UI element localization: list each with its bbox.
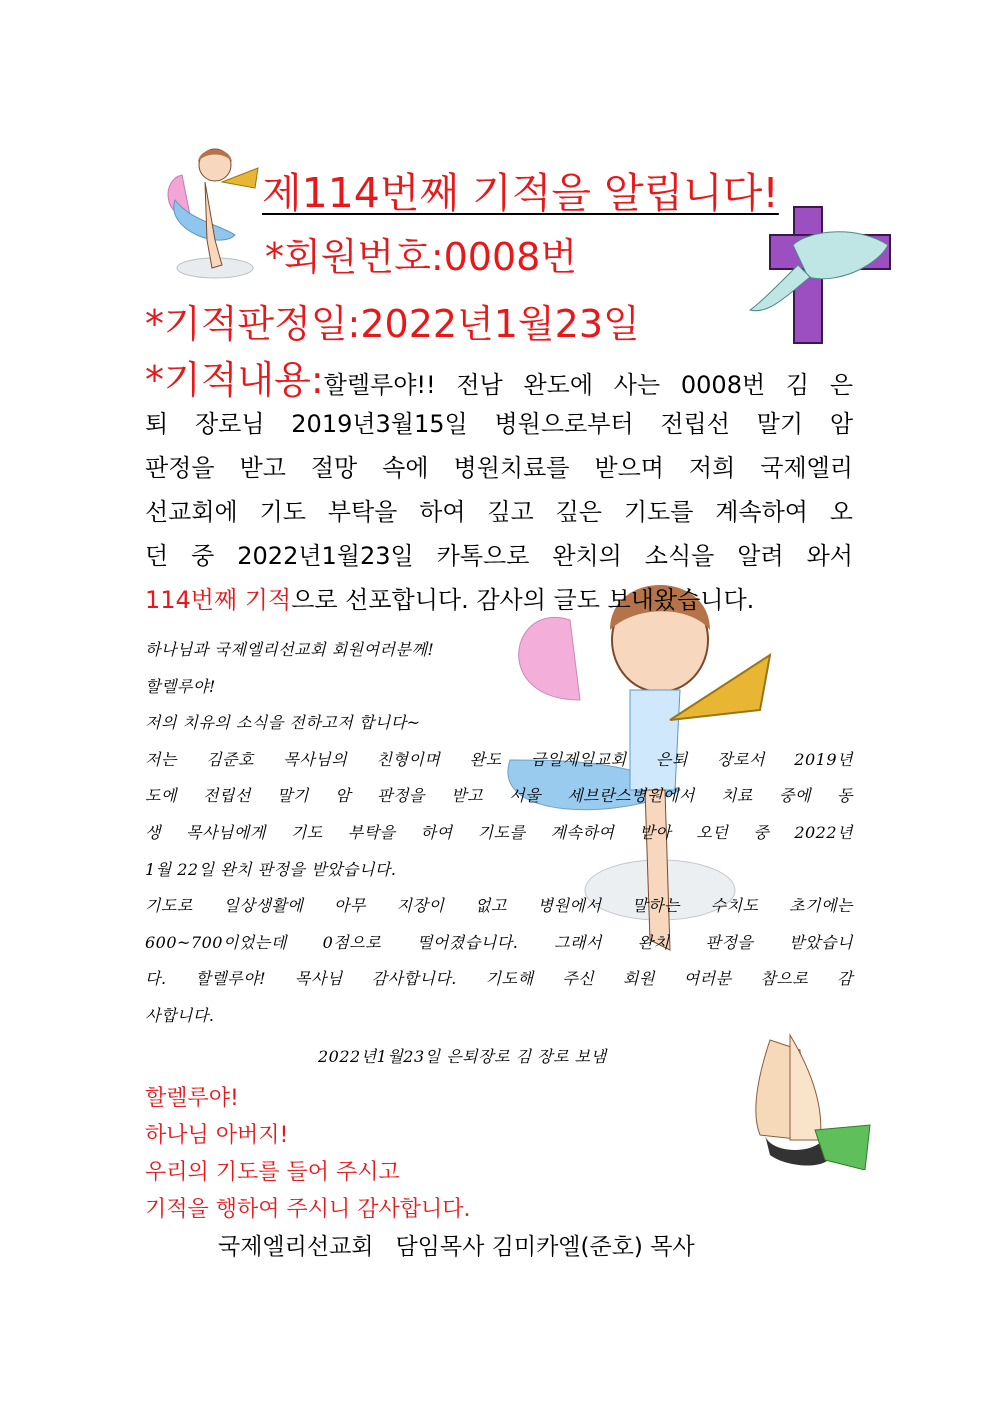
letter-line: 1월 22일 완치 판정을 받았습니다. [145, 859, 397, 879]
letter-line: 도에 전립선 말기 암 판정을 받고 서울 세브란스병원에서 치료 중에 동 [145, 786, 853, 806]
testimony-letter [145, 632, 853, 1035]
letter-line: 하나님과 국제엘리선교회 회원여러분께! [145, 640, 435, 659]
praying-hands-icon [730, 1030, 875, 1170]
prayer-line: 할렐루야! [145, 1086, 239, 1111]
content-first-line: *기적내용:할렐루야!! 전남 완도에 사는 0008번 김 은 [145, 358, 853, 402]
content-line: 던 중 2022년1월23일 카톡으로 완치의 소식을 알려 와서 [145, 542, 853, 570]
content-line: 판정을 받고 절망 속에 병원치료를 받으며 저희 국제엘리 [145, 454, 853, 482]
page-title: 제114번째 기적을 알립니다! [262, 169, 779, 217]
prayer-line: 하나님 아버지! [145, 1123, 289, 1148]
angel-trumpet-icon [160, 140, 260, 280]
content-label: *기적내용: [145, 358, 324, 402]
prayer-line: 기적을 행하여 주시니 감사합니다. [145, 1197, 471, 1222]
content-last-line: 114번째 기적으로 선포합니다. 감사의 글도 보내왔습니다. [145, 586, 755, 614]
letter-line: 저의 치유의 소식을 전하고저 합니다~ [145, 713, 421, 733]
letter-signature: 2022년1월23일 은퇴장로 김 장로 보냄 [318, 1047, 607, 1066]
member-number: *회원번호:0008번 [265, 235, 578, 279]
letter-line: 사합니다. [145, 1005, 215, 1025]
content-line: 선교회에 기도 부탁을 하여 깊고 깊은 기도를 계속하여 오 [145, 498, 853, 526]
miracle-content [145, 358, 853, 622]
letter-line: 저는 김준호 목사님의 친형이며 완도 금일제일교회 은퇴 장로서 2019년 [145, 749, 853, 769]
letter-line: 600~700이었는데 0점으로 떨어졌습니다. 그래서 완치 판정을 받았습니 [145, 932, 853, 952]
church-signature: 국제엘리선교회 담임목사 김미카엘(준호) 목사 [218, 1234, 695, 1260]
letter-line: 할렐루야! [145, 676, 216, 696]
letter-line: 기도로 일상생활에 아무 지장이 없고 병원에서 말하는 수치도 초기에는 [145, 896, 853, 916]
letter-line: 다. 할렐루야! 목사님 감사합니다. 기도해 주신 회원 여러분 참으로 감 [145, 969, 853, 989]
content-line: 퇴 장로님 2019년3월15일 병원으로부터 전립선 말기 암 [145, 410, 853, 438]
closing-prayer [145, 1080, 471, 1228]
miracle-date: *기적판정일:2022년1월23일 [145, 302, 640, 346]
prayer-line: 우리의 기도를 들어 주시고 [145, 1160, 400, 1185]
letter-line: 생 목사님에게 기도 부탁을 하여 기도를 계속하여 받아 오던 중 2022년 [145, 822, 853, 842]
cross-icon [748, 205, 893, 345]
